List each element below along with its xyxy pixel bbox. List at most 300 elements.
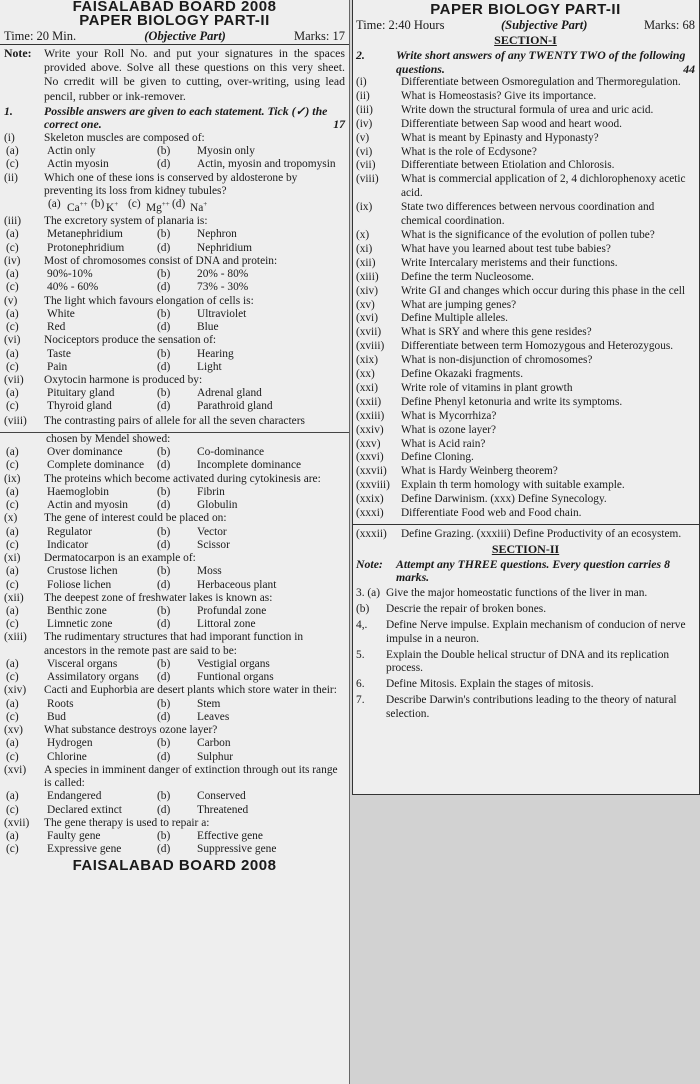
option-text: Scissor bbox=[197, 538, 230, 551]
short-question-number: (xi) bbox=[356, 242, 373, 255]
option-letter: (b) bbox=[157, 790, 171, 803]
short-question-list bbox=[356, 76, 695, 542]
long-question bbox=[356, 603, 695, 617]
option-letter: (a) bbox=[6, 446, 19, 459]
short-question-text: Define Cloning. bbox=[401, 451, 474, 464]
mcq-options bbox=[4, 228, 345, 254]
option-letter: (c) bbox=[6, 459, 19, 472]
option-text: Roots bbox=[47, 697, 74, 710]
long-question-text: Explain the Double helical structur of DNA and its replication process. bbox=[386, 648, 670, 675]
option-text: Stem bbox=[197, 697, 221, 710]
short-question-number: (xix) bbox=[356, 354, 378, 367]
mcq-question bbox=[4, 172, 345, 199]
option-text: K+ bbox=[106, 200, 119, 214]
option-text: Faulty gene bbox=[47, 830, 101, 843]
long-question bbox=[356, 587, 695, 601]
footer-board: FAISALABAD BOARD 2008 bbox=[72, 856, 277, 874]
option-text: Effective gene bbox=[197, 830, 263, 843]
ion-charge: + bbox=[114, 200, 119, 209]
short-question bbox=[356, 507, 695, 521]
option-letter: (d) bbox=[157, 321, 171, 334]
mcq-question bbox=[4, 592, 345, 605]
long-question-number: 4,. bbox=[356, 618, 368, 631]
short-question-text: Write Intercalary meristems and their functions. bbox=[401, 256, 618, 269]
option-letter: (c) bbox=[6, 538, 19, 551]
option-letter: (a) bbox=[48, 198, 61, 211]
option-text: Bud bbox=[47, 710, 66, 723]
option-letter: (d) bbox=[157, 671, 171, 684]
short-question-number: (xii) bbox=[356, 256, 376, 269]
section-2-heading: SECTION-II bbox=[491, 541, 560, 556]
short-question-number: (xviii) bbox=[356, 340, 385, 353]
mcq-question bbox=[4, 552, 345, 565]
mcq-text: The rudimentary structures that had imporant function in ancestors in the remote past are said to be: bbox=[44, 631, 304, 657]
paper-meta bbox=[4, 29, 345, 44]
mcq-text: A species in imminent danger of extinction through out its range is called: bbox=[44, 763, 338, 790]
option-letter: (c) bbox=[6, 803, 19, 816]
long-question-number: (b) bbox=[356, 602, 370, 615]
ion-charge: ++ bbox=[161, 200, 170, 209]
mcq-list bbox=[4, 132, 345, 857]
option-letter: (d) bbox=[157, 843, 171, 856]
option-text: Nephridium bbox=[197, 241, 253, 254]
option-text: White bbox=[47, 307, 75, 320]
mcq-number: (ii) bbox=[4, 171, 18, 184]
mcq-options bbox=[4, 605, 345, 631]
mcq-number: (iii) bbox=[4, 215, 22, 228]
short-question bbox=[356, 368, 695, 382]
short-question-text: Differentiate between Etiolation and Chlorosis. bbox=[401, 159, 615, 172]
option-letter: (d) bbox=[157, 710, 171, 723]
option-text: Threatened bbox=[197, 803, 249, 816]
mcq-text: Nociceptors produce the sensation of: bbox=[44, 334, 217, 347]
mcq-text-continued: chosen by Mendel showed: bbox=[46, 432, 171, 445]
short-question-number: (xxiii) bbox=[356, 409, 385, 422]
short-question bbox=[356, 243, 695, 257]
option-letter: (c) bbox=[6, 843, 19, 856]
option-letter: (a) bbox=[6, 737, 19, 750]
short-question bbox=[356, 465, 695, 479]
option-letter: (b) bbox=[157, 565, 171, 578]
long-question-text: Describe Darwin's contributions leading to the theory of natural selection. bbox=[386, 694, 677, 721]
long-question-text: Define Nerve impulse. Explain mechanism of conducion of nerve impulse in a neuron. bbox=[386, 618, 686, 645]
option-letter: (b) bbox=[157, 347, 171, 360]
option-text: Indicator bbox=[47, 538, 89, 551]
option-letter: (b) bbox=[157, 307, 171, 320]
short-question-text: What is Acid rain? bbox=[401, 437, 486, 450]
mcq-text: Which one of these ions is conserved by aldosterone by preventing its loss from kidney tubules? bbox=[44, 171, 298, 197]
option-text: Leaves bbox=[197, 710, 230, 723]
section-2-note bbox=[356, 558, 695, 585]
option-letter: (a) bbox=[6, 228, 19, 241]
short-question-number: (xxvii) bbox=[356, 465, 387, 478]
short-question-text: Define Multiple alleles. bbox=[401, 312, 508, 325]
short-question-text: What are jumping genes? bbox=[401, 298, 517, 311]
option-text: 90%-10% bbox=[47, 268, 93, 281]
mcq-text: The light which favours elongation of cells is: bbox=[44, 294, 254, 307]
option-text: Sulphur bbox=[197, 750, 234, 763]
option-letter: (d) bbox=[157, 499, 171, 512]
mcq-options bbox=[4, 387, 345, 413]
mcq-number: (xiii) bbox=[4, 631, 27, 644]
option-letter: (d) bbox=[157, 618, 171, 631]
option-text: Suppressive gene bbox=[197, 843, 277, 856]
option-text: 73% - 30% bbox=[197, 281, 249, 294]
option-text: Blue bbox=[197, 321, 219, 334]
option-text: Red bbox=[47, 321, 66, 334]
option-letter: (d) bbox=[157, 360, 171, 373]
option-text: Globulin bbox=[197, 499, 238, 512]
option-text: Actin myosin bbox=[47, 158, 109, 171]
mcq-question bbox=[4, 374, 345, 387]
short-question-text: What is meant by Epinasty and Hyponasty? bbox=[401, 131, 599, 144]
mcq-text: Skeleton muscles are composed of: bbox=[44, 131, 205, 144]
option-text: Complete dominance bbox=[47, 459, 145, 472]
short-question bbox=[356, 299, 695, 313]
short-question bbox=[356, 201, 695, 229]
mcq-text: Dermatocarpon is an example of: bbox=[44, 552, 196, 565]
question-1-instruction bbox=[4, 105, 345, 132]
short-question bbox=[356, 479, 695, 493]
option-text: Pituitary gland bbox=[47, 387, 115, 400]
mcq-number: (iv) bbox=[4, 254, 21, 267]
mcq-number: (vi) bbox=[4, 334, 21, 347]
option-text: Visceral organs bbox=[47, 658, 118, 671]
option-letter: (b) bbox=[157, 387, 171, 400]
mcq-question bbox=[4, 215, 345, 228]
note-label: Note: bbox=[4, 46, 32, 60]
time-label: Time: 2:40 Hours bbox=[356, 18, 445, 32]
short-question-text: Define Okazaki fragments. bbox=[401, 368, 524, 381]
option-text: Incomplete dominance bbox=[197, 459, 302, 472]
option-letter: (d) bbox=[157, 750, 171, 763]
option-text: Nephron bbox=[197, 228, 237, 241]
short-question bbox=[356, 396, 695, 410]
paper-title: PAPER BIOLOGY PART-II bbox=[79, 12, 270, 29]
short-question-text: Define Grazing. (xxxiii) Define Productivity of an ecosystem. bbox=[401, 528, 682, 540]
short-question bbox=[356, 493, 695, 507]
option-text: Conserved bbox=[197, 790, 246, 803]
mcq-options bbox=[4, 145, 345, 171]
option-text: Moss bbox=[197, 565, 222, 578]
option-letter: (b) bbox=[157, 446, 171, 459]
short-question-number: (xiii) bbox=[356, 270, 379, 283]
mcq-options bbox=[4, 658, 345, 684]
mcq-options bbox=[4, 486, 345, 512]
short-question-number: (xiv) bbox=[356, 284, 378, 297]
short-question-text: Write GI and changes which occur during this phase in the cell bbox=[401, 284, 686, 297]
short-question bbox=[356, 285, 695, 299]
note-label: Note: bbox=[356, 556, 383, 571]
short-question-number: (xxvi) bbox=[356, 451, 384, 464]
option-letter: (d) bbox=[157, 281, 171, 294]
mcq-number: (xvii) bbox=[4, 816, 30, 829]
mcq-number: (ix) bbox=[4, 472, 21, 485]
ion-charge: ++ bbox=[79, 200, 88, 209]
short-question bbox=[356, 410, 695, 424]
short-question-text: Explain th term homology with suitable example. bbox=[401, 479, 625, 492]
short-question-number: (xxix) bbox=[356, 493, 384, 506]
option-letter: (d) bbox=[157, 578, 171, 591]
short-question-text: Differentiate between Osmoregulation and Thermoregulation. bbox=[401, 76, 681, 88]
option-text: Parathroid gland bbox=[197, 400, 273, 413]
mcq-options bbox=[4, 268, 345, 294]
short-question-number: (xxxii) bbox=[356, 528, 387, 540]
option-text: Na+ bbox=[190, 200, 208, 214]
mcq-options bbox=[4, 446, 345, 472]
mcq-options bbox=[4, 348, 345, 374]
option-letter: (a) bbox=[6, 307, 19, 320]
note-text: Write your Roll No. and put your signatures in the spaces provided above. Solve all these questions on this very sheet. No crredit will be given to cutting, over-writing, using lead pencil, rubber or ink-remover. bbox=[44, 46, 345, 103]
option-letter: (a) bbox=[6, 268, 19, 281]
option-text: Regulator bbox=[47, 525, 92, 538]
option-text: Chlorine bbox=[47, 750, 87, 763]
option-text: Littoral zone bbox=[197, 618, 256, 631]
long-question-text: Give the major homeostatic functions of the liver in man. bbox=[386, 586, 648, 599]
mcq-number: (viii) bbox=[4, 414, 27, 427]
mcq-question bbox=[4, 684, 345, 697]
option-letter: (d) bbox=[157, 241, 171, 254]
option-letter: (d) bbox=[172, 198, 186, 211]
option-letter: (c) bbox=[6, 750, 19, 763]
paper-title-right: PAPER BIOLOGY PART-II bbox=[430, 1, 621, 18]
option-text: Pain bbox=[47, 360, 68, 373]
mcq-question bbox=[4, 334, 345, 347]
short-question-number: (xxviii) bbox=[356, 479, 390, 492]
mcq-text: Oxytocin harmone is produced by: bbox=[44, 373, 203, 386]
option-text: Haemoglobin bbox=[47, 485, 110, 498]
mcq-number: (xi) bbox=[4, 552, 21, 565]
short-question bbox=[356, 146, 695, 160]
short-question-text: What is commercial application of 2, 4 dichlorophenoxy acetic acid. bbox=[401, 173, 686, 200]
option-letter: (b) bbox=[157, 145, 171, 158]
short-question-number: (xxi) bbox=[356, 381, 378, 394]
option-text: Thyroid gland bbox=[47, 400, 112, 413]
long-question-number: 3. (a) bbox=[356, 586, 381, 599]
subjective-paper bbox=[352, 0, 700, 795]
option-letter: (b) bbox=[157, 605, 171, 618]
option-text: Hearing bbox=[197, 347, 234, 360]
mcq-number: (x) bbox=[4, 512, 18, 525]
mcq-number: (i) bbox=[4, 131, 15, 144]
option-text: Over dominance bbox=[47, 446, 123, 459]
option-letter: (b) bbox=[157, 525, 171, 538]
short-question-number: (xxii) bbox=[356, 395, 382, 408]
option-letter: (c) bbox=[128, 198, 141, 211]
short-question-text: Differentiate Food web and Food chain. bbox=[401, 507, 582, 520]
short-question-number: (xvii) bbox=[356, 326, 382, 339]
option-text: Vector bbox=[197, 525, 227, 538]
option-text: Hydrogen bbox=[47, 737, 93, 750]
option-text: Co-dominance bbox=[197, 446, 265, 459]
option-text: Mg++ bbox=[146, 200, 170, 214]
short-question-text: Differentiate between Sap wood and heart wood. bbox=[401, 117, 622, 130]
short-question bbox=[356, 340, 695, 354]
long-question bbox=[356, 694, 695, 722]
question-number: 2. bbox=[356, 48, 365, 62]
short-question-text: What is the significance of the evolution of pollen tube? bbox=[401, 228, 655, 241]
part-label: (Objective Part) bbox=[144, 29, 226, 43]
option-text: Funtional organs bbox=[197, 671, 274, 684]
short-question bbox=[356, 159, 695, 173]
option-text: Endangered bbox=[47, 790, 102, 803]
option-letter: (b) bbox=[157, 830, 171, 843]
option-letter: (b) bbox=[157, 697, 171, 710]
option-letter: (d) bbox=[157, 459, 171, 472]
mcq-options bbox=[4, 737, 345, 763]
short-question bbox=[356, 382, 695, 396]
option-letter: (a) bbox=[6, 658, 19, 671]
option-text: Vestigial organs bbox=[197, 658, 270, 671]
long-question bbox=[356, 678, 695, 692]
option-letter: (c) bbox=[6, 321, 19, 334]
option-text: Taste bbox=[47, 347, 71, 360]
option-text: Actin, myosin and tropomysin bbox=[197, 158, 336, 171]
short-question-text: What is non-disjunction of chromosomes? bbox=[401, 354, 593, 367]
long-question bbox=[356, 649, 695, 677]
mcq-options bbox=[4, 526, 345, 552]
short-question-text: What is ozone layer? bbox=[401, 423, 497, 436]
short-question-number: (v) bbox=[356, 131, 370, 144]
option-letter: (c) bbox=[6, 499, 19, 512]
short-question-text: Write role of vitamins in plant growth bbox=[401, 381, 573, 394]
short-question-number: (xxxi) bbox=[356, 507, 384, 520]
option-letter: (a) bbox=[6, 145, 19, 158]
mcq-question bbox=[4, 817, 345, 830]
long-question-number: 6. bbox=[356, 678, 365, 691]
short-question bbox=[356, 76, 695, 90]
long-question-number: 5. bbox=[356, 648, 365, 661]
short-question-number: (vii) bbox=[356, 159, 376, 172]
mcq-text: The excretory system of planaria is: bbox=[44, 215, 208, 228]
short-question-number: (xv) bbox=[356, 298, 375, 311]
mcq-question bbox=[4, 132, 345, 145]
short-question bbox=[356, 451, 695, 465]
long-question-text: Descrie the repair of broken bones. bbox=[386, 602, 547, 615]
mcq-question bbox=[4, 295, 345, 308]
note-text: Attempt any THREE questions. Every question carries 8 marks. bbox=[396, 556, 670, 585]
mcq-options bbox=[4, 198, 345, 215]
option-letter: (b) bbox=[157, 658, 171, 671]
marks-label: Marks: 17 bbox=[293, 29, 345, 43]
instruction-marks: 17 bbox=[333, 117, 345, 132]
short-question-number: (viii) bbox=[356, 173, 379, 186]
option-text: Ultraviolet bbox=[197, 307, 247, 320]
option-letter: (c) bbox=[6, 671, 19, 684]
option-text: Adrenal gland bbox=[197, 387, 262, 400]
mcq-options bbox=[4, 565, 345, 591]
option-letter: (b) bbox=[157, 268, 171, 281]
option-text: Carbon bbox=[197, 737, 231, 750]
mcq-question bbox=[4, 255, 345, 268]
option-letter: (a) bbox=[6, 485, 19, 498]
short-question-number: (xvi) bbox=[356, 312, 378, 325]
mcq-number: (xiv) bbox=[4, 684, 27, 697]
paper-meta-right bbox=[356, 18, 695, 33]
ion-charge: + bbox=[203, 200, 208, 209]
option-text: Limnetic zone bbox=[47, 618, 113, 631]
short-question bbox=[356, 90, 695, 104]
short-question bbox=[353, 524, 699, 542]
option-letter: (d) bbox=[157, 538, 171, 551]
mcq-question bbox=[4, 512, 345, 525]
option-text: Ca++ bbox=[67, 200, 88, 214]
mcq-text: The gene therapy is used to repair a: bbox=[44, 816, 210, 829]
short-question-text: Define Phenyl ketonuria and write its symptoms. bbox=[401, 395, 623, 408]
short-question bbox=[356, 312, 695, 326]
mcq-number: (xv) bbox=[4, 724, 23, 737]
option-letter: (a) bbox=[6, 697, 19, 710]
mcq-number: (vii) bbox=[4, 373, 24, 386]
option-letter: (a) bbox=[6, 387, 19, 400]
mcq-text: The deepest zone of freshwater lakes is known as: bbox=[44, 591, 273, 604]
option-letter: (a) bbox=[6, 790, 19, 803]
short-question bbox=[356, 354, 695, 368]
short-question-number: (iii) bbox=[356, 103, 373, 116]
time-label: Time: 20 Min. bbox=[4, 29, 77, 43]
question-number: 1. bbox=[4, 103, 13, 118]
option-text: Fibrin bbox=[197, 485, 225, 498]
short-question-text: Define the term Nucleosome. bbox=[401, 270, 535, 283]
mcq-question bbox=[4, 473, 345, 486]
short-question bbox=[356, 132, 695, 146]
short-question bbox=[356, 229, 695, 243]
option-letter: (a) bbox=[6, 830, 19, 843]
short-question bbox=[356, 438, 695, 452]
short-question bbox=[356, 271, 695, 285]
mcq-number: (xvi) bbox=[4, 763, 27, 776]
option-letter: (c) bbox=[6, 241, 19, 254]
option-text: Foliose lichen bbox=[47, 578, 112, 591]
option-letter: (a) bbox=[6, 525, 19, 538]
instruction-marks: 44 bbox=[683, 61, 695, 76]
part-label: (Subjective Part) bbox=[500, 18, 588, 32]
short-question bbox=[356, 424, 695, 438]
section-1-heading: SECTION-I bbox=[494, 33, 557, 47]
short-question bbox=[356, 173, 695, 201]
option-text: Actin only bbox=[47, 145, 96, 158]
option-letter: (d) bbox=[157, 400, 171, 413]
short-question-number: (xxv) bbox=[356, 437, 381, 450]
short-question-text: Differentiate between term Homozygous and Heterozygous. bbox=[401, 340, 674, 353]
short-question bbox=[356, 257, 695, 271]
option-letter: (d) bbox=[157, 803, 171, 816]
short-question bbox=[356, 118, 695, 132]
option-text: 40% - 60% bbox=[47, 281, 99, 294]
short-question-number: (x) bbox=[356, 228, 370, 241]
short-question-text: What is Homeostasis? Give its importance. bbox=[401, 89, 597, 102]
option-text: Expressive gene bbox=[47, 843, 122, 856]
mcq-text: The gene of interest could be placed on: bbox=[44, 512, 227, 525]
short-question-text: Define Darwinism. (xxx) Define Synecology. bbox=[401, 493, 607, 506]
option-text: Light bbox=[197, 360, 222, 373]
short-question-text: What is Mycorrhiza? bbox=[401, 409, 497, 422]
short-question-text: What is the role of Ecdysone? bbox=[401, 145, 537, 158]
short-question-text: What have you learned about test tube babies? bbox=[401, 242, 611, 255]
option-text: Actin and myosin bbox=[47, 499, 128, 512]
option-text: Metanephridium bbox=[47, 228, 123, 241]
long-question-text: Define Mitosis. Explain the stages of mitosis. bbox=[386, 678, 594, 691]
mcq-options bbox=[4, 790, 345, 816]
marks-label: Marks: 68 bbox=[643, 18, 695, 32]
short-question-number: (ii) bbox=[356, 89, 370, 102]
mcq-options bbox=[4, 698, 345, 724]
mcq-text: What substance destroys ozone layer? bbox=[44, 724, 218, 737]
short-question-number: (xxiv) bbox=[356, 423, 384, 436]
mcq-question bbox=[4, 631, 345, 658]
option-letter: (b) bbox=[157, 737, 171, 750]
short-question-text: Write down the structural formula of urea and uric acid. bbox=[401, 103, 654, 116]
